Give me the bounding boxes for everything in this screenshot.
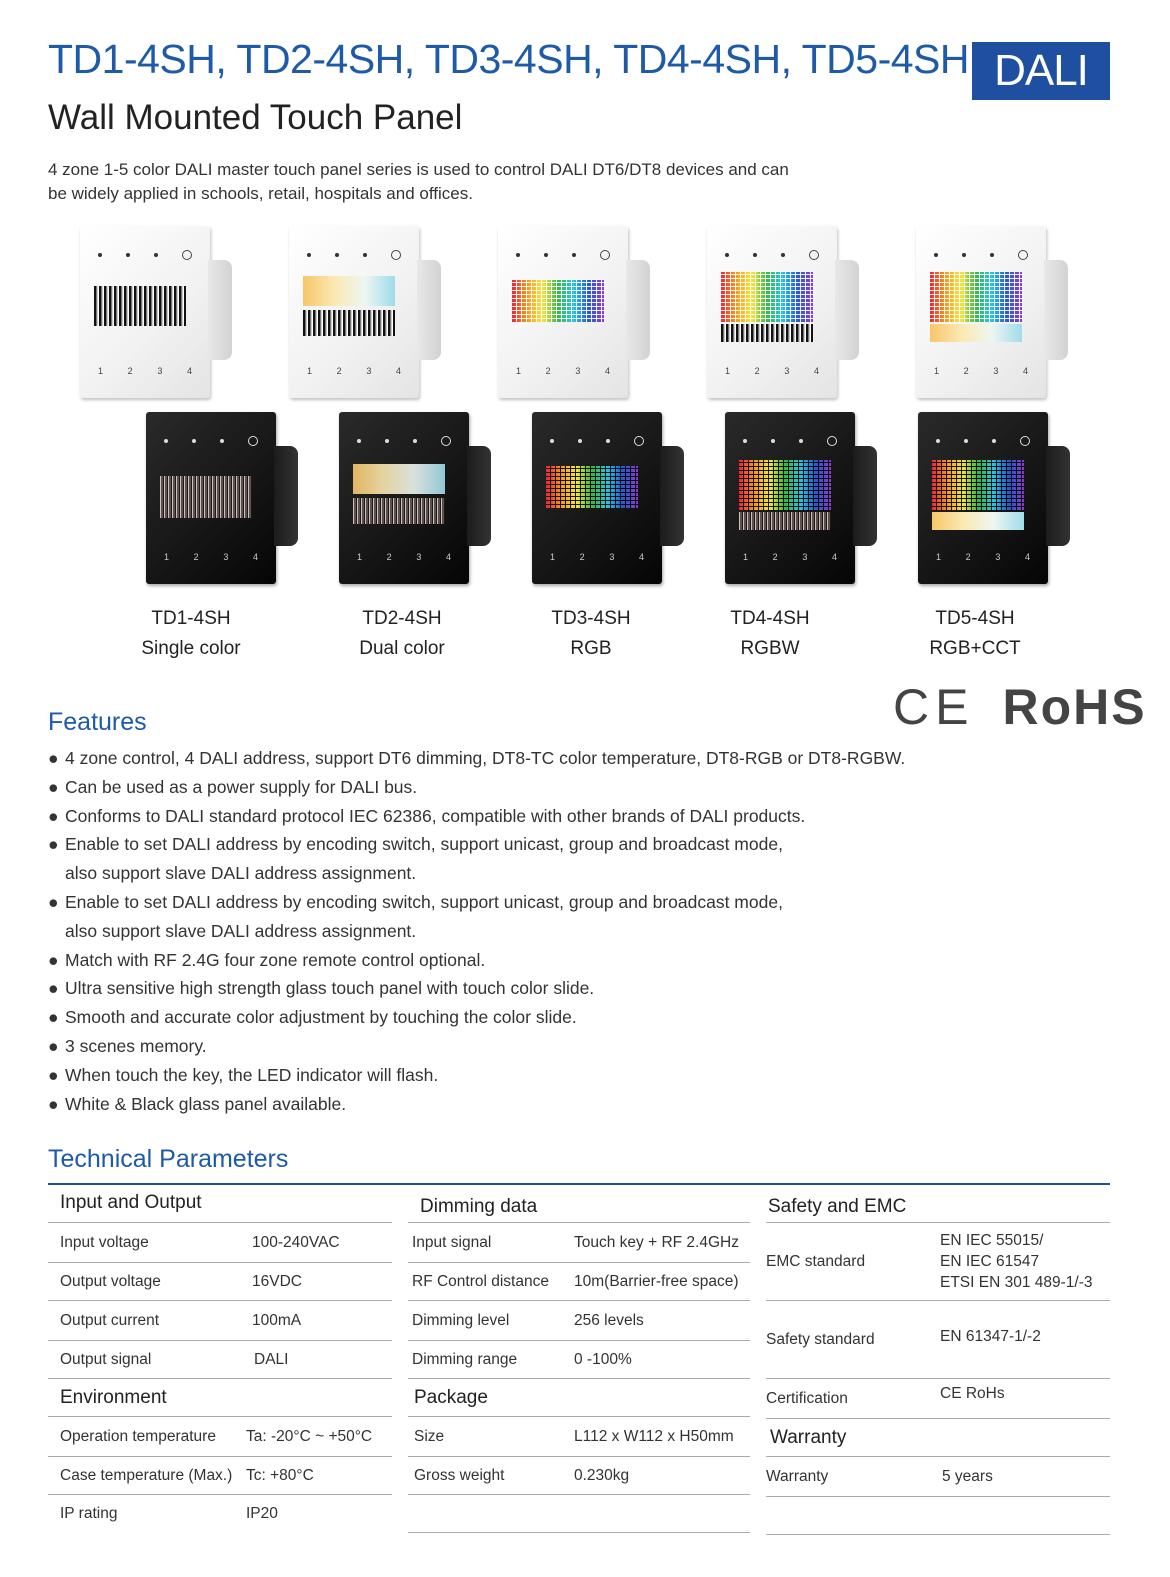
feature-item: ● When touch the key, the LED indicator will flash. — [48, 1064, 439, 1085]
table-row: Safety standard EN 61347-1/-2 — [766, 1301, 1110, 1379]
dimming-heading: Dimming data — [408, 1185, 750, 1223]
tech-column-dimming — [408, 1185, 750, 1533]
table-row: Gross weight 0.230kg — [408, 1457, 750, 1495]
product-image-td1-white: 1 2 3 4 — [80, 226, 210, 398]
table-row: Input signal Touch key + RF 2.4GHz — [408, 1223, 750, 1263]
certification-logos — [893, 678, 1147, 736]
power-icon — [827, 436, 837, 446]
table-row: Operation temperature Ta: -20°C ~ +50°C — [48, 1417, 392, 1457]
table-row: Input voltage 100-240VAC — [48, 1223, 392, 1263]
power-icon — [1020, 436, 1030, 446]
table-row-empty — [408, 1495, 750, 1533]
product-image-td2-black: 1 2 3 4 — [339, 412, 469, 584]
table-row: Dimming level 256 levels — [408, 1301, 750, 1341]
table-row: Warranty 5 years — [766, 1457, 1110, 1497]
intro-paragraph: 4 zone 1-5 color DALI master touch panel series is used to control DALI DT6/DT8 devices and can be widely applied in schools, retail, hospitals and offices. — [48, 160, 789, 203]
product-image-td4-white: 1 2 3 4 — [707, 226, 837, 398]
table-row-empty — [766, 1497, 1110, 1535]
page-subtitle: Wall Mounted Touch Panel — [48, 98, 463, 137]
features-heading: Features — [48, 708, 147, 736]
product-image-td5-black: 1 2 3 4 — [918, 412, 1048, 584]
model-label-td1: TD1-4SH Single color — [141, 608, 241, 659]
feature-item: ● Ultra sensitive high strength glass touch panel with touch color slide. — [48, 978, 595, 999]
power-icon — [182, 250, 192, 260]
model-label-td4: TD4-4SH RGBW — [730, 608, 810, 659]
environment-heading: Environment — [48, 1379, 392, 1417]
dali-badge: DALI — [972, 42, 1110, 100]
table-row: Dimming range 0 -100% — [408, 1341, 750, 1379]
product-image-td5-white: 1 2 3 4 — [916, 226, 1046, 398]
table-row: EMC standard EN IEC 55015/ EN IEC 61547 ETSI EN 301 489-1/-3 — [766, 1223, 1110, 1301]
rohs-logo: RoHS — [1002, 679, 1147, 735]
product-image-td3-white: 1 2 3 4 — [498, 226, 628, 398]
product-image-td4-black: 1 2 3 4 — [725, 412, 855, 584]
product-image-td3-black: 1 2 3 4 — [532, 412, 662, 584]
power-icon — [809, 250, 819, 260]
ce-logo: CE — [893, 679, 975, 735]
feature-item: ● Match with RF 2.4G four zone remote control optional. — [48, 949, 486, 970]
power-icon — [391, 250, 401, 260]
tech-column-input-output — [48, 1185, 392, 1533]
page-title: TD1-4SH, TD2-4SH, TD3-4SH, TD4-4SH, TD5-4SH — [48, 36, 969, 82]
feature-item: ● 4 zone control, 4 DALI address, support DT6 dimming, DT8-TC color temperature, DT8-RGB or DT8-RGBW. — [48, 748, 906, 768]
table-row: Size L112 x W112 x H50mm — [408, 1417, 750, 1457]
features-list — [48, 744, 948, 1118]
tech-column-safety — [766, 1185, 1110, 1535]
power-icon — [248, 436, 258, 446]
table-row: IP rating IP20 — [60, 1505, 278, 1522]
power-icon — [1018, 250, 1028, 260]
table-row: Certification CE RoHs — [766, 1379, 1110, 1419]
technical-parameters-heading: Technical Parameters — [48, 1145, 289, 1173]
power-icon — [600, 250, 610, 260]
model-label-td3: TD3-4SH RGB — [551, 608, 631, 659]
power-icon — [441, 436, 451, 446]
feature-item: ● Conforms to DALI standard protocol IEC 62386, compatible with other brands of DALI products. — [48, 805, 806, 826]
table-row: Output current 100mA — [48, 1301, 392, 1341]
feature-item: ● 3 scenes memory. — [48, 1035, 207, 1056]
input-output-heading: Input and Output — [48, 1185, 392, 1223]
feature-item: ● Can be used as a power supply for DALI bus. — [48, 776, 418, 797]
feature-item: ● Enable to set DALI address by encoding switch, support unicast, group and broadcast mode, also support slave DALI address assignment. — [48, 891, 783, 941]
model-label-td2: TD2-4SH Dual color — [359, 608, 445, 659]
table-row: Output signal DALI — [48, 1341, 392, 1379]
feature-item: ● White & Black glass panel available. — [48, 1093, 347, 1114]
feature-item: ● Smooth and accurate color adjustment by touching the color slide. — [48, 1007, 577, 1028]
table-row: RF Control distance 10m(Barrier-free space) — [408, 1263, 750, 1301]
power-icon — [634, 436, 644, 446]
package-heading: Package — [408, 1379, 750, 1417]
warranty-heading: Warranty — [766, 1419, 1110, 1457]
model-label-td5: TD5-4SH RGB+CCT — [929, 608, 1021, 659]
table-row: Output voltage 16VDC — [48, 1263, 392, 1301]
feature-item: ● Enable to set DALI address by encoding switch, support unicast, group and broadcast mode, also support slave DALI address assignment. — [48, 834, 783, 884]
safety-heading: Safety and EMC — [766, 1185, 1110, 1223]
table-row: Case temperature (Max.) Tc: +80°C — [48, 1457, 392, 1495]
product-image-td2-white: 1 2 3 4 — [289, 226, 419, 398]
product-image-td1-black: 1 2 3 4 — [146, 412, 276, 584]
